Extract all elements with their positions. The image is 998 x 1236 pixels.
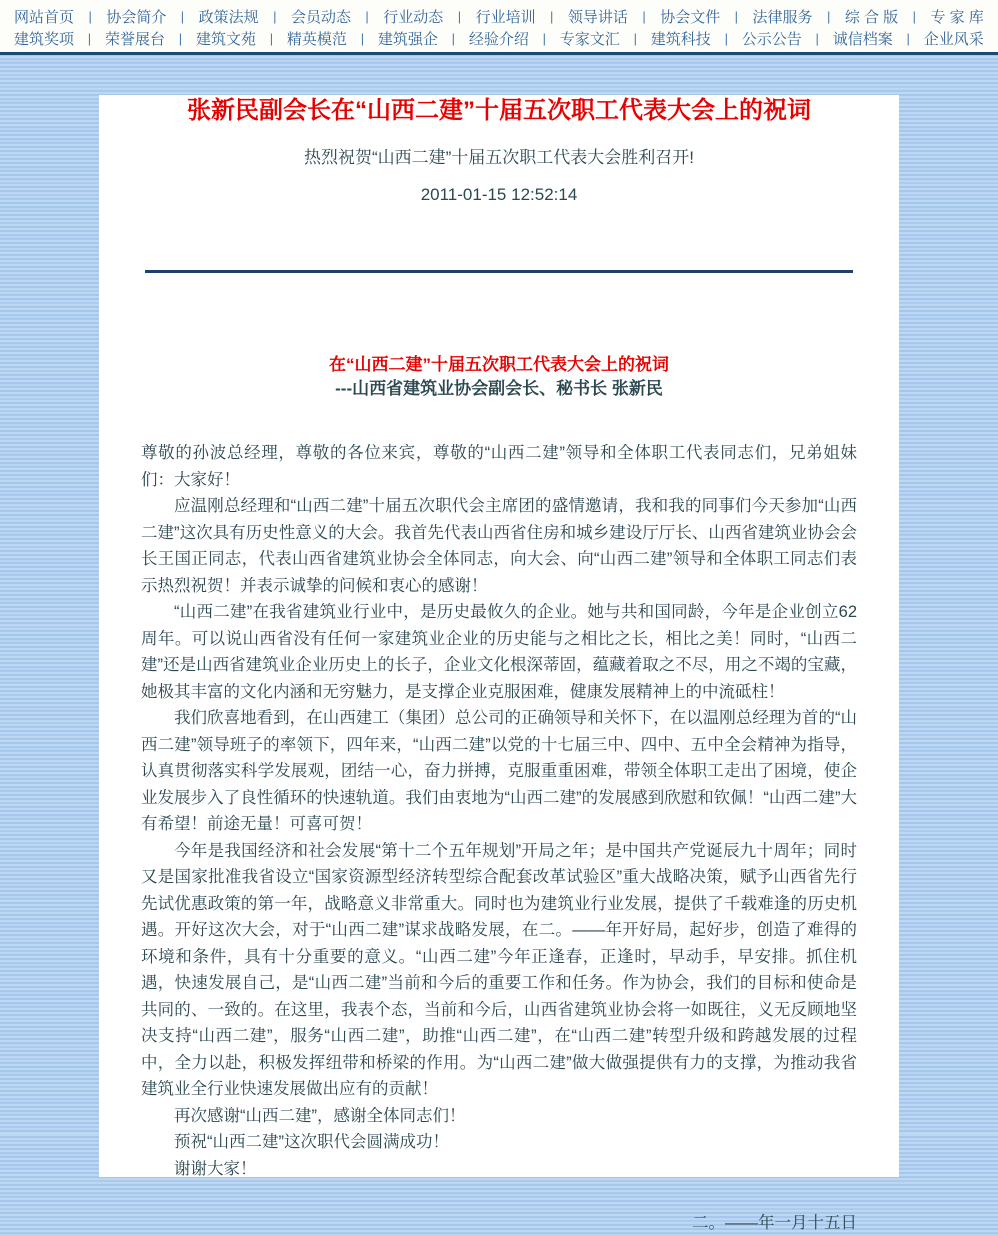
nav-separator: | xyxy=(906,30,910,46)
speech-byline: ---山西省建筑业协会副会长、秘书长 张新民 xyxy=(335,379,663,398)
nav-separator: | xyxy=(826,8,831,24)
closing-line: 谢谢大家！ xyxy=(174,1159,257,1178)
horizontal-rule xyxy=(145,270,853,273)
nav-item-strong-enterprises[interactable]: 建筑强企 xyxy=(377,30,438,48)
nav-separator: | xyxy=(273,8,277,24)
nav-item-association-intro[interactable]: 协会简介 xyxy=(106,8,167,26)
nav-item-industry-training[interactable]: 行业培训 xyxy=(475,8,536,26)
top-nav xyxy=(0,0,998,52)
nav-item-expert-database[interactable]: 专 家 库 xyxy=(930,8,984,26)
nav-item-construction-awards[interactable]: 建筑奖项 xyxy=(14,30,75,48)
nav-row-2 xyxy=(14,27,984,49)
nav-item-comprehensive-edition[interactable]: 综 合 版 xyxy=(844,8,899,26)
nav-item-leader-speeches[interactable]: 领导讲话 xyxy=(567,8,628,26)
nav-row-1 xyxy=(14,5,984,27)
nav-item-enterprise-style[interactable]: 企业风采 xyxy=(923,30,984,48)
nav-separator: | xyxy=(180,8,185,24)
nav-separator: | xyxy=(178,30,183,46)
nav-separator: | xyxy=(542,30,547,46)
nav-item-construction-technology[interactable]: 建筑科技 xyxy=(650,30,711,48)
speech-title: 在“山西二建”十届五次职工代表大会上的祝词 xyxy=(329,355,669,374)
nav-item-member-news[interactable]: 会员动态 xyxy=(290,8,351,26)
closing-line: 预祝“山西二建”这次职代会圆满成功！ xyxy=(174,1133,449,1151)
nav-bottom-divider xyxy=(0,52,998,55)
nav-separator: | xyxy=(912,8,916,24)
signature-date: 二。——年一月十五日 xyxy=(692,1214,857,1232)
paragraph: 我们欣喜地看到，在山西建工（集团）总公司的正确领导和关怀下，在以温刚总经理为首的“山西二建”领导班子的率领下，四年来，“山西二建”以党的十七届三中、四中、五中全会精神为指导，认真贯彻落实科学发展观，团结一心，奋力拼搏，克服重重困难，带领全体职工走出了困境，使企业发展步入了良性循环的快速轨道。我们由衷地为“山西二建”的发展感到欣慰和钦佩！“山西二建”大有希望！前途无量！可喜可贺！ xyxy=(141,709,857,833)
article-body xyxy=(141,440,857,1182)
article-subtitle: 热烈祝贺“山西二建”十届五次职工代表大会胜利召开! xyxy=(303,148,695,167)
nav-item-policies-regulations[interactable]: 政策法规 xyxy=(198,8,259,26)
nav-item-site-home[interactable]: 网站首页 xyxy=(14,8,75,26)
nav-separator: | xyxy=(815,30,819,46)
article-content-area xyxy=(99,95,899,1232)
nav-item-construction-literature[interactable]: 建筑文苑 xyxy=(195,30,256,48)
nav-separator: | xyxy=(451,30,456,46)
nav-separator: | xyxy=(365,8,369,24)
nav-item-elite-models[interactable]: 精英模范 xyxy=(286,30,347,48)
nav-separator: | xyxy=(633,30,637,46)
nav-separator: | xyxy=(87,30,92,46)
nav-item-association-documents[interactable]: 协会文件 xyxy=(660,8,721,26)
nav-item-honor-showcase[interactable]: 荣誉展台 xyxy=(104,30,165,48)
nav-item-public-notices[interactable]: 公示公告 xyxy=(741,30,802,48)
nav-item-legal-services[interactable]: 法律服务 xyxy=(752,8,813,26)
paragraph: “山西二建”在我省建筑业行业中，是历史最攸久的企业。她与共和国同龄，今年是企业创立62周年。可以说山西省没有任何一家建筑业企业的历史能与之相比之长，相比之美！同时，“山西二建”还是山西省建筑业企业历史上的长子，企业文化根深蒂固，蕴藏着取之不尽，用之不竭的宝藏，她极其丰富的文化内涵和无穷魅力，是支撑企业克服困难，健康发展精神上的中流砥柱！ xyxy=(141,603,857,701)
nav-item-integrity-records[interactable]: 诚信档案 xyxy=(832,30,893,48)
page-title: 张新民副会长在“山西二建”十届五次职工代表大会上的祝词 xyxy=(187,97,811,124)
nav-separator: | xyxy=(734,8,739,24)
nav-separator: | xyxy=(642,8,646,24)
nav-separator: | xyxy=(457,8,462,24)
nav-item-experience-intro[interactable]: 经验介绍 xyxy=(468,30,529,48)
nav-separator: | xyxy=(269,30,274,46)
publish-datetime: 2011-01-15 12:52:14 xyxy=(420,185,578,204)
paragraph: 今年是我国经济和社会发展“第十二个五年规划”开局之年；是中国共产党诞辰九十周年；同时又是国家批准我省设立“国家资源型经济转型综合配套改革试验区”重大战略决策，赋予山西省先行先试优惠政策的第一年，战略意义非常重大。同时也为建筑业行业发展，提供了千载难逢的历史机遇。开好这次大会，对于“山西二建”谋求战略发展，在二。——年开好局，起好步，创造了难得的环境和条件，具有十分重要的意义。“山西二建”今年正逢春，正逢时，早动手，早安排。抓住机遇，快速发展自己，是“山西二建”当前和今后的重要工作和任务。作为协会，我们的目标和使命是共同的、一致的。在这里，我表个态，当前和今后，山西省建筑业协会将一如既往，义无反顾地坚决支持“山西二建”，服务“山西二建”，助推“山西二建”，在“山西二建”转型升级和跨越发展的过程中，全力以赴，积极发挥纽带和桥梁的作用。为“山西二建”做大做强提供有力的支撑，为推动我省建筑业全行业快速发展做出应有的贡献！ xyxy=(141,841,857,1098)
nav-separator: | xyxy=(550,8,554,24)
nav-item-expert-articles[interactable]: 专家文汇 xyxy=(559,30,620,48)
nav-separator: | xyxy=(360,30,365,46)
nav-separator: | xyxy=(724,30,728,46)
paragraph: 尊敬的孙波总经理，尊敬的各位来宾，尊敬的“山西二建”领导和全体职工代表同志们，兄弟姐妹们：大家好！ xyxy=(141,444,857,489)
nav-separator: | xyxy=(88,8,92,24)
nav-item-industry-news[interactable]: 行业动态 xyxy=(383,8,444,26)
closing-line: 再次感谢“山西二建”，感谢全体同志们！ xyxy=(174,1106,466,1125)
paragraph: 应温刚总经理和“山西二建”十届五次职代会主席团的盛情邀请，我和我的同事们今天参加“山西二建”这次具有历史性意义的大会。我首先代表山西省住房和城乡建设厅厅长、山西省建筑业协会会长王国正同志，代表山西省建筑业协会全体同志，向大会、向“山西二建”领导和全体职工同志们表示热烈祝贺！并表示诚挚的问候和衷心的感谢！ xyxy=(141,497,857,595)
